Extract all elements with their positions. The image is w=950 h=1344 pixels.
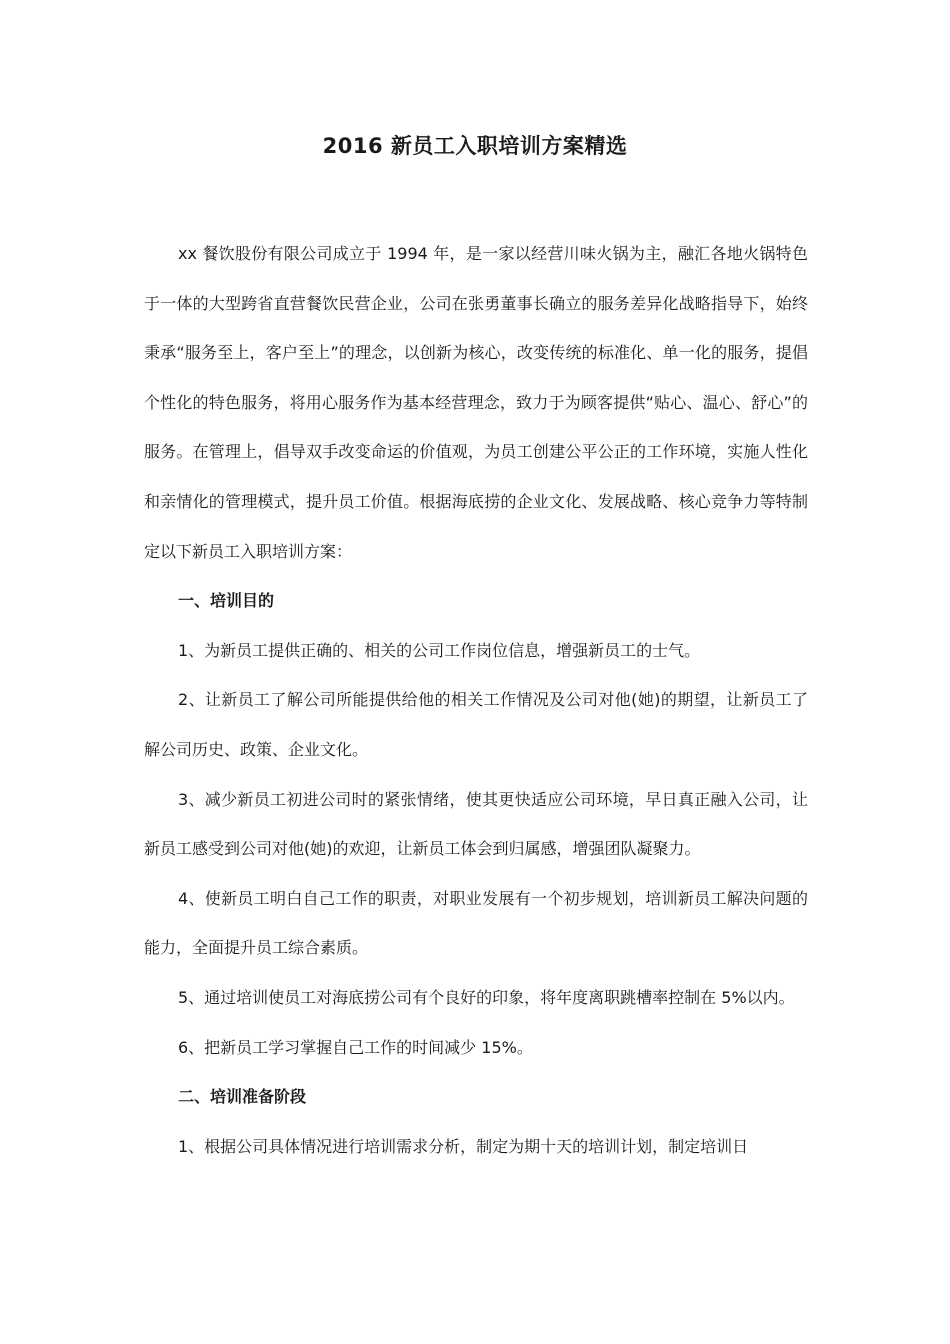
section-heading-preparation: 二、培训准备阶段 [178, 1087, 307, 1107]
purpose-item-2: 2、让新员工了解公司所能提供给他的相关工作情况及公司对他(她)的期望，让新员工了解公司历史、政策、企业文化。 [144, 690, 808, 759]
purpose-item-6: 6、把新员工学习掌握自己工作的时间减少 15%。 [178, 1037, 533, 1057]
document-title: 2016 新员工入职培训方案精选 [322, 134, 628, 158]
purpose-item-3: 3、减少新员工初进公司时的紧张情绪，使其更快适应公司环境，早日真正融入公司，让新员工感受到公司对他(她)的欢迎，让新员工体会到归属感，增强团队凝聚力。 [144, 789, 808, 859]
section-heading-purpose: 一、培训目的 [178, 591, 275, 611]
document-body [144, 229, 808, 1171]
purpose-item-5: 5、通过培训使员工对海底捞公司有个良好的印象，将年度离职跳槽率控制在 5%以内。 [178, 987, 795, 1007]
intro-paragraph: xx 餐饮股份有限公司成立于 1994 年，是一家以经营川味火锅为主，融汇各地火锅特色于一体的大型跨省直营餐饮民营企业，公司在张勇董事长确立的服务差异化战略指导下，始终秉承“服务至上，客户至上”的理念，以创新为核心，改变传统的标准化、单一化的服务，提倡个性化的特色服务，将用心服务作为基本经营理念，致力于为顾客提供“贴心、温心、舒心”的服务。在管理上，倡导双手改变命运的价值观，为员工创建公平公正的工作环境，实施人性化和亲情化的管理模式，提升员工价值。根据海底捞的企业文化、发展战略、核心竞争力等特制定以下新员工入职培训方案： [144, 244, 808, 561]
purpose-item-4: 4、使新员工明白自己工作的职责，对职业发展有一个初步规划，培训新员工解决问题的能力，全面提升员工综合素质。 [144, 888, 808, 958]
preparation-item-1: 1、根据公司具体情况进行培训需求分析，制定为期十天的培训计划，制定培训日 [178, 1136, 749, 1156]
purpose-item-1: 1、为新员工提供正确的、相关的公司工作岗位信息，增强新员工的士气。 [178, 640, 701, 660]
